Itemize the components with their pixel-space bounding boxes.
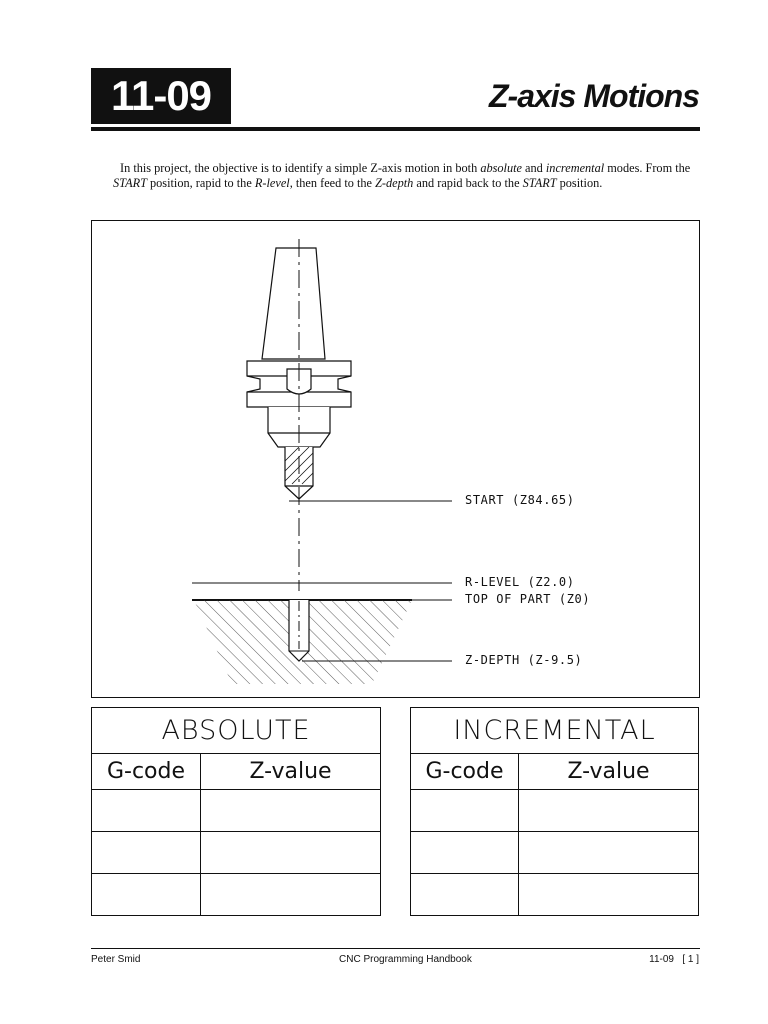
incremental-gcode-header: G-code: [411, 754, 519, 790]
page-title: Z-axis Motions: [488, 78, 699, 114]
intro-paragraph: In this project, the objective is to identify a simple Z-axis motion in both absolute and incremental modes. From the START position, rapid to the R-level, then feed to the Z-depth and rapid back to the START position.: [113, 161, 691, 190]
tool-drawing: [92, 221, 699, 697]
footer-author: Peter Smid: [91, 954, 141, 965]
absolute-zvalue-cell[interactable]: [201, 790, 381, 832]
footer-rule: [91, 948, 700, 949]
section-number: 11-09: [91, 68, 231, 124]
top-of-part-label: TOP OF PART (Z0): [465, 592, 591, 606]
incremental-table: [410, 707, 699, 916]
absolute-zvalue-cell[interactable]: [201, 832, 381, 874]
header-rule: [91, 127, 700, 131]
r-level-label: R-LEVEL (Z2.0): [465, 575, 575, 589]
footer-book-title: CNC Programming Handbook: [339, 954, 472, 965]
absolute-gcode-cell[interactable]: [92, 832, 201, 874]
absolute-gcode-cell[interactable]: [92, 790, 201, 832]
absolute-zvalue-cell[interactable]: [201, 874, 381, 916]
incremental-table-title: INCREMENTAL: [411, 708, 699, 754]
incremental-zvalue-cell[interactable]: [519, 832, 699, 874]
incremental-zvalue-cell[interactable]: [519, 874, 699, 916]
z-depth-label: Z-DEPTH (Z-9.5): [465, 653, 583, 667]
absolute-table: [91, 707, 381, 916]
absolute-table-title: ABSOLUTE: [92, 708, 381, 754]
incremental-gcode-cell[interactable]: [411, 790, 519, 832]
absolute-zvalue-header: Z-value: [201, 754, 381, 790]
taper-shank: [262, 248, 325, 359]
incremental-zvalue-header: Z-value: [519, 754, 699, 790]
absolute-gcode-cell[interactable]: [92, 874, 201, 916]
incremental-gcode-cell[interactable]: [411, 832, 519, 874]
incremental-gcode-cell[interactable]: [411, 874, 519, 916]
incremental-zvalue-cell[interactable]: [519, 790, 699, 832]
footer-page-number: 11-09 [ 1 ]: [649, 954, 699, 965]
absolute-gcode-header: G-code: [92, 754, 201, 790]
start-label: START (Z84.65): [465, 493, 575, 507]
z-axis-figure: [91, 220, 700, 698]
